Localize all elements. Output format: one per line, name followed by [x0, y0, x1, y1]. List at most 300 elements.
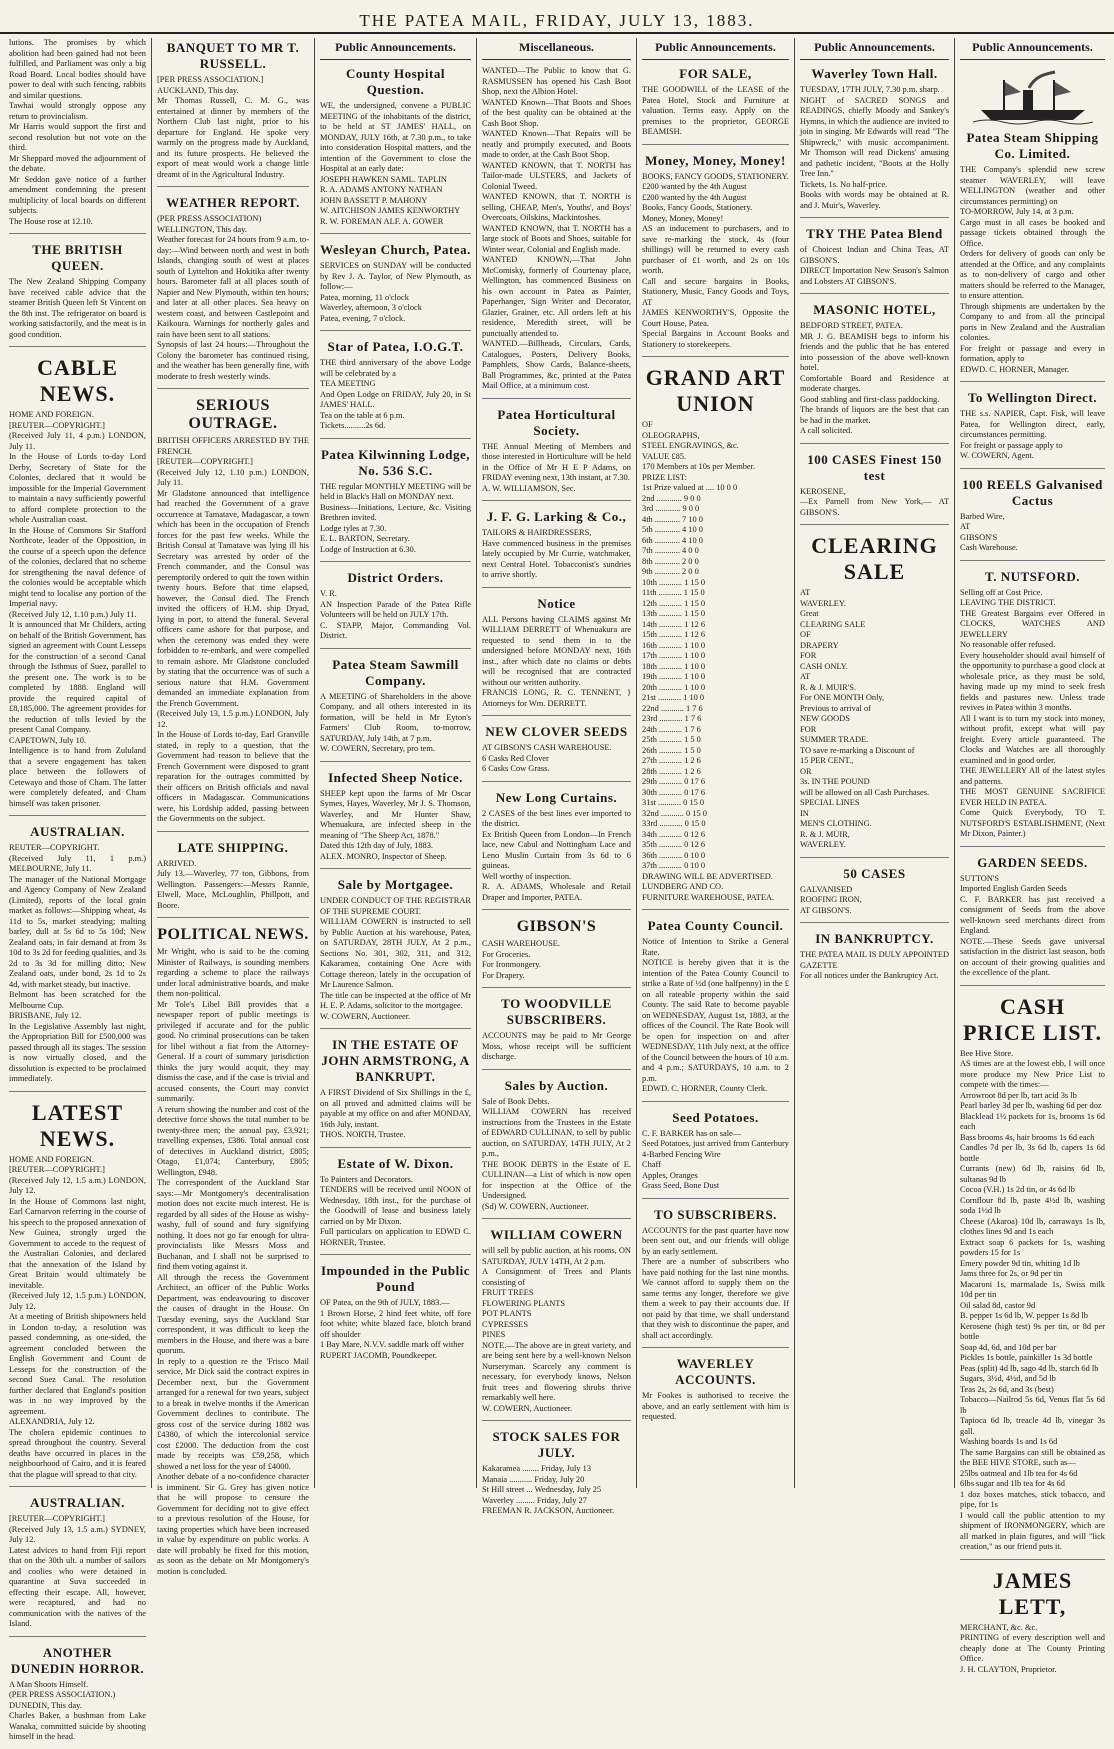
text-line: THE GOODWILL of the LEASE of the Patea Hotel, Stock and Furniture at valuation. Terms easy. Apply on the premises to the proprietor, GEORGE BEAMISH. [642, 85, 789, 136]
article-body [320, 589, 471, 642]
article-body [9, 1514, 146, 1630]
text-line: AS times are at the lowest ebb, I will once more produce my New Price List to compete with the times:— [960, 1059, 1105, 1089]
text-line: 15 PER CENT., [800, 756, 854, 765]
text-line: WE, the undersigned, convene a PUBLIC MEETING of the inhabitants of the district, to be held at ST JAMES' HALL, on MONDAY, JULY 16th, at 7.30 p.m., to take into consideration Hospital matters, and the intention of the Government to close the Hospital at an early date: [320, 101, 471, 173]
text-line: TO-MORROW, July 14, at 3 p.m. [960, 207, 1074, 216]
text-line: 22nd ........... 1 7 6 [642, 703, 703, 713]
text-line: 2 CASES of the best lines ever imported to the district. [482, 808, 631, 828]
article [960, 390, 1105, 469]
article [800, 226, 949, 294]
text-line: 1 Bay Mare, N.V.V. saddle mark off wither [320, 1340, 464, 1349]
text-line: REUTER—COPYRIGHT. [9, 843, 100, 852]
text-line: [PER PRESS ASSOCIATION.] [157, 75, 264, 84]
article [642, 1207, 789, 1349]
article-title: Waverley Town Hall. [811, 66, 938, 81]
article-title: Patea Steam Shipping Co. Limited. [966, 130, 1099, 161]
article-title: MASONIC HOTEL, [813, 302, 936, 317]
text-line: THE JEWELLERY All of the latest styles and patterns. [960, 766, 1105, 786]
article [800, 533, 949, 858]
columns-container [4, 38, 1110, 1741]
text-line: Candles 7d per lb, 3s 6d lb, capers 1s 6d bottle [960, 1143, 1105, 1163]
text-line: SUTTON'S [960, 873, 1000, 883]
text-line: will be allowed on all Cash Purchases. [800, 787, 930, 797]
text-line: Previous to arrival of [800, 703, 871, 713]
article [320, 770, 471, 870]
text-line: In the Legislative Assembly last night, the Appropriation Bill for £500,000 was passed through all its stages. The session is now virtually closed, and the dissolution is expected to be proclaimed immediately. [9, 1021, 146, 1083]
text-line: TUESDAY, 17TH JULY, 7.30 p.m. sharp. [800, 85, 940, 94]
text-line: For Drapery. [482, 970, 525, 980]
text-line: PINES [482, 1330, 506, 1339]
text-line: Mr Fookes is authorised to receive the above, and an early settlement with him is requested. [642, 1391, 789, 1421]
text-line: R. A. ADAMS, Wholesale and Retail Draper and Importer, PATEA. [482, 882, 631, 902]
article-body [320, 1088, 471, 1141]
text-line: Intelligence is to hand from Zululand that a severe engagement has taken place between the followers of Cetewayo and those of Cham. The latter were completely defeated, and Cham himself was taken prisoner. [9, 746, 146, 808]
text-line: 28th ........... 1 2 6 [642, 766, 701, 776]
text-line: Imported English Garden Seeds [960, 884, 1067, 893]
text-line: The manager of the National Mortgage and Agency Company of New Zealand (Limited), reports of the local grain market as follows:—Shipping wheat, 4s 11d to 5s, market steadying; malting barley, dull at 5s 6d to 5s 10d; New Zealand oats, in fair demand at from 3s 10d to 3s 2d for feeding qualities, and 3s 2d to 3s 3d for milling ditto; New Zealand oats, under bond, 2s 1d to 2s 4d, with market steady, but inactive. [9, 874, 146, 989]
text-line: Pickles 1s bottle, painkiller 1s 3d bottle [960, 1353, 1093, 1362]
article [482, 407, 631, 502]
article-title: FOR SALE, [679, 66, 752, 81]
text-line: Tobacco—Nailrod 5s 6d, Venus flat 5s 6d lb [960, 1395, 1105, 1415]
text-line: Extract soap 6 packets for 1s, washing powders 15 for 1s [960, 1237, 1105, 1257]
column-5 [637, 38, 795, 1488]
article-body [482, 743, 631, 775]
text-line: Blacklead 1½ packets for 1s, brooms 1s 6d each [960, 1111, 1105, 1131]
text-line: Grass Seed, Bone Dust [642, 1181, 720, 1190]
text-line: 30th ........... 0 17 6 [642, 787, 706, 797]
article-title: To Wellington Direct. [967, 390, 1098, 405]
text-line: Full particulars on application to EDWD C. HORNER, Trustee. [320, 1227, 471, 1247]
article [157, 397, 309, 832]
text-line: THE s.s. NAPIER, Capt. Fisk, will leave Patea, for Wellington direct, early, circumstances permitting. [960, 409, 1105, 439]
article [642, 66, 789, 145]
text-line: NOTE.—The above are in great variety, and are being sent here by a well-known Nelson Nurseryman. Scarcely any comment is necessary, for everybody knows, Nelson fruit trees and flowering shrubs thrive remarkably well here. [482, 1340, 631, 1402]
text-line: Through shipments are undertaken by the Company to and from all the principal ports in New Zealand and the Australian colonies. [960, 301, 1105, 342]
article-title: NEW CLOVER SEEDS [485, 724, 628, 739]
text-line: £200 wanted by the 4th August [642, 182, 747, 191]
text-line: IN [800, 808, 809, 818]
article [482, 1078, 631, 1220]
text-line: THE BOOK DEBTS in the Estate of E. CULLINAN—a List of which is now open for inspection at the Office of the Undersigned. [482, 1159, 631, 1200]
text-line: Great [800, 609, 819, 618]
text-line: SERVICES on SUNDAY will be conducted by Rev J. A. Taylor, of New Plymouth, as follow:— [320, 261, 471, 291]
text-line: Waverley ......... Friday, July 27 [482, 1495, 587, 1505]
text-line: W. COWERN, Auctioneer. [482, 1403, 573, 1413]
article-title: Estate of W. Dixon. [337, 1155, 454, 1171]
text-line: OF [800, 630, 811, 639]
text-line: CASH WAREHOUSE. [482, 939, 561, 948]
text-line: Emery powder 9d tin, whiting 1d lb [960, 1258, 1080, 1268]
text-line: W. COWERN, Secretary, pro tem. [320, 744, 435, 753]
text-line: R. & J. MUIR'S. [800, 682, 856, 692]
text-line: EDWD. C. HORNER, Manager. [960, 364, 1070, 374]
column-heading: Public Announcements. [800, 38, 949, 60]
text-line: Cargo must in all cases be booked and passage tickets obtained through the Office. [960, 217, 1105, 248]
text-line: 27th ........... 1 2 6 [642, 756, 701, 765]
text-line: W. COWERN, Agent. [960, 451, 1034, 460]
text-line: Books, Fancy Goods, Stationery. [642, 203, 753, 212]
text-line: Macaroni 1s, marmalade 1s, Swiss milk 10d per tin [960, 1279, 1105, 1299]
text-line: Have commenced business in the premises lately occupied by Mr Currie, watchmaker, next Central Hotel. Tobacconist's sundries to arrive shortly. [482, 538, 631, 579]
text-line: KEROSENE, [800, 486, 846, 496]
text-line: Tickets..........2s 6d. [320, 421, 386, 430]
text-line: GIBSON'S [960, 532, 998, 542]
article [960, 1568, 1105, 1682]
article-body [960, 1049, 1105, 1553]
article-title: GRAND ART UNION [645, 365, 786, 416]
article-title: 50 CASES [843, 865, 906, 881]
text-line: RUPERT JACOMB, Poundkeeper. [320, 1350, 438, 1360]
article-title: County Hospital Question. [346, 66, 445, 97]
text-line: R. & J. MUIR, [800, 829, 850, 839]
article [800, 452, 949, 526]
text-line: For freight or passage and every in formation, apply to [960, 343, 1105, 363]
article-body [320, 1298, 471, 1361]
article-body [9, 843, 146, 1085]
text-line: Barbed Wire, [960, 511, 1005, 521]
column-heading: Public Announcements. [320, 38, 471, 60]
text-line: A FIRST Dividend of Six Shillings in the £, on all proved and admitted claims will be payable at my office on and after MONDAY, 16th July, instant. [320, 1088, 471, 1129]
text-line: 170 Members at 10s per Member. [642, 462, 756, 471]
article [642, 365, 789, 910]
article [482, 996, 631, 1070]
text-line: FREEMAN R. JACKSON, Auctioneer. [482, 1506, 615, 1515]
article-title: Patea Horticultural Society. [497, 406, 616, 438]
column-7 [955, 38, 1110, 1674]
article-title: WAVERLEY ACCOUNTS. [675, 1356, 756, 1387]
text-line: Mr Tole's Libel Bill provides that a newspaper report of public meetings is privileged if accurate and for the public good. No criminal prosecutions can be taken for libel without a fiat from the Attorney-General. If a court of summary jurisdiction thinks the jury would acquit, they may dismiss the case, and if the case is trivial and accused consents, the Court may convict summarily. [157, 999, 309, 1103]
text-line: Chaff [642, 1160, 661, 1169]
text-line: Selling off at Cost Price. [960, 587, 1043, 597]
text-line: DRAWING WILL BE ADVERTISED. [642, 871, 773, 881]
text-line: Waverley, afternoon, 3 o'clock [320, 303, 422, 312]
text-line: Mr Sheppard moved the adjournment of the debate. [9, 153, 146, 173]
article-body [960, 874, 1105, 979]
text-line: Bee Hive Store. [960, 1048, 1014, 1058]
text-line: Cornflour 8d lb, paste 4½d lb, washing soda 1½d lb [960, 1195, 1105, 1215]
article-body [320, 101, 471, 227]
text-line: ALL Persons having CLAIMS against Mr WILLIAM DERRETT of Whenuakura are requested to send them in to the undersigned before MONDAY next, 16th inst., after which date no claims or debts will be recognised that are contracted without our written authority. [482, 614, 631, 687]
text-line: WAVERLEY. [800, 840, 846, 849]
text-line: lutions. The promises by which abolition had been gained had not been fulfilled, and Parliament was only a big Road Board. Local bodies should have power to deal with such fencing, rabbits and similar questions. [9, 38, 146, 100]
text-line: 2nd ............ 9 0 0 [642, 493, 701, 503]
text-line: JOHN BASSETT P. MAHONY [320, 195, 428, 205]
text-line: 29th ........... 0 17 6 [642, 777, 706, 786]
text-line: AUCKLAND, This day. [157, 85, 239, 95]
text-line: ARRIVED. [157, 858, 197, 868]
text-line: WANTED Known—That Repairs will be neatly and promptly executed, and Boots made to order, at the Cash Boot Shop. [482, 129, 631, 159]
text-line: (Received July 12, 1.5 p.m.) LONDON, July 12. [9, 1291, 146, 1311]
article-title: Sales by Auction. [504, 1077, 609, 1093]
text-line: Apples, Oranges [642, 1170, 698, 1180]
text-line: —Ex Parnell from New York,— AT GIBSON'S. [800, 497, 949, 517]
article-body [320, 692, 471, 755]
article [157, 840, 309, 919]
text-line: 20th ........... 1 10 0 [642, 682, 706, 692]
text-line: Books with words may be obtained at R. and J. Muir's, Waverley. [800, 190, 949, 210]
text-line: FOR [800, 651, 817, 660]
article-body [9, 277, 146, 340]
article-title: Impounded in the Public Pound [320, 1263, 471, 1294]
article-body [482, 1464, 631, 1517]
article-body [157, 859, 309, 912]
text-line: W. COWERN, Auctioneer. [320, 1011, 411, 1021]
article [960, 130, 1105, 382]
text-line: Tickets, 1s. No half-price. [800, 179, 888, 189]
article [320, 1156, 471, 1256]
text-line: FRUIT TREES [482, 1288, 534, 1297]
article-title: WILLIAM COWERN [490, 1227, 623, 1242]
text-line: Cheese (Akaroa) 10d lb, carraways 1s lb, clothes lines 9d and 1s each [960, 1216, 1105, 1236]
article [482, 509, 631, 588]
article [642, 153, 789, 358]
text-line: THE Greatest Bargains ever Offered in CLOCKS, WATCHES AND JEWELLERY [960, 608, 1105, 639]
text-line: The title can be inspected at the office of Mr H. E. P. Adams, solicitor to the mortgagee. [320, 990, 471, 1010]
text-line: WANTED—The Public to know that G. RASMUSSEN has opened his Cash Boot Shop, next the Albion Hotel. [482, 66, 631, 96]
article [9, 38, 146, 234]
text-line: [REUTER—COPYRIGHT.] [9, 420, 105, 430]
text-line: Weather forecast for 24 hours from 9 a.m. to-day:—Wind between north and west in both Islands, changing south of west at places south of Lyttelton and Hokitika after twenty hours. Barometer fall at all places south of Napier and New Plymouth, within ten hours; and later at all other places. Sea heavy on western coast, and between Castlepoint and Kaikoura. Warnings for northerly gales and rain have been sent to all stations. [157, 235, 309, 339]
article-body [800, 950, 949, 982]
text-line: NIGHT of SACRED SONGS and READINGS, chiefly Moody and Sankey's Hymns, in which the audience are invited to join in singing. Mr Edwards will read "The Shipwreck," with music accompaniment. Mr Thomson will read Dickens' amusing and pathetic incident, "Boots at the Holly Tree Inn." [800, 95, 949, 178]
text-line: Bass brooms 4s, hair brooms 1s 6d each [960, 1132, 1095, 1142]
text-line: STEEL ENGRAVINGS, &c. [642, 441, 739, 450]
text-line: [REUTER—COPYRIGHT.] [157, 457, 253, 466]
column-heading: Public Announcements. [960, 38, 1105, 60]
article-title: BANQUET TO MR T. RUSSELL. [166, 40, 300, 71]
text-line: I would call the public attention to my shipment of IRONMONGERY, which are all marked in plain figures, and will "lick creation," as our friend puts it. [960, 1510, 1105, 1551]
article-body [320, 261, 471, 324]
article-title: Seed Potatoes. [672, 1109, 759, 1125]
text-line: DRAPERY [800, 640, 839, 650]
article [9, 1100, 146, 1488]
text-line: FURNITURE WAREHOUSE, PATEA. [642, 892, 775, 902]
text-line: BRISBANE, July 12. [9, 1011, 82, 1020]
article-body [800, 885, 949, 917]
text-line: Tea on the table at 6 p.m. [320, 410, 405, 420]
article-body [642, 1391, 789, 1423]
text-line: 33rd ........... 0 15 0 [642, 819, 706, 828]
article-title: Patea Steam Sawmill Company. [332, 656, 459, 688]
article [960, 477, 1105, 561]
text-line: For ONE MONTH Only, [800, 693, 885, 702]
text-line: All through the recess the Government Architect, an officer of the Public Works Department, was endeavouring to discover the causes of draught in the House. On Tuesday evening, says the Auckland Star correspondent, it was difficult to keep the members in the House, and there was a bare quorum. [157, 1272, 309, 1355]
text-line: PRINTING of every description well and cheaply done at The County Printing Office. [960, 1633, 1105, 1663]
text-line: EDWD. C. HORNER, County Clerk. [642, 1084, 768, 1093]
article [320, 570, 471, 649]
article-body [800, 487, 949, 519]
article-body [9, 410, 146, 809]
text-line: Arrowroot 8d per lb, tart acid 3s lb [960, 1090, 1077, 1100]
text-line: WANTED KNOWN, that T. NORTH is selling, CHEAP, Men's, Youths', and Boys' Overcoats, Oilskins, Mackintoshes. [482, 192, 631, 222]
text-line: Lodge tyles at 7.30. [320, 523, 387, 533]
steamship-illustration-icon [973, 66, 1093, 126]
masthead [0, 0, 1114, 34]
article-title: CLEARING SALE [811, 533, 938, 584]
article-body [642, 172, 789, 351]
text-line: 32nd ........... 0 15 0 [642, 808, 707, 818]
article-body [642, 85, 789, 138]
article [800, 66, 949, 218]
text-line: Special Bargains in Account Books and Stationery to storekeepers. [642, 329, 789, 349]
text-line: 6lbs sugar and 1lb tea for 4s 6d [960, 1479, 1065, 1488]
text-line: VALUE £85. [642, 451, 687, 461]
article-body [960, 1623, 1105, 1676]
text-line: A call solicited. [800, 426, 853, 435]
text-line: WANTED Known—That Boots and Shoes of the best quality can be obtained at the Cash Boot Shop. [482, 97, 631, 128]
text-line: 1 Brown Horse, 2 hind feet white, off fore foot white; white blazed face, blotch brand off shoulder [320, 1308, 471, 1339]
text-line: Kakaramea ........ Friday, July 13 [482, 1464, 592, 1473]
text-line: CYPRESSES [482, 1319, 529, 1329]
text-line: 25lbs oatmeal and 1lb tea for 4s 6d [960, 1468, 1078, 1478]
text-line: AT [800, 588, 811, 597]
article-title: ANOTHER DUNEDIN HORROR. [10, 1644, 145, 1676]
text-line: In reply to a question re the 'Frisco Mail service, Mr Dick said the contract expires in December next, but the Government arranged for a renewal for two years, subject to a break in twelve months if the American Government declines to contribute. The gross cost of the service during 1882 was £4380, of which the intercolonial service cost £2000. The deduction from the cost made by receipts was £59,258, which showed a net loss for the year of £4000. [157, 1356, 309, 1471]
text-line: 6th ............ 4 10 0 [642, 535, 703, 545]
article-body [800, 245, 949, 287]
article [482, 596, 631, 717]
text-line: UNDER CONDUCT OF THE REGISTRAR OF THE SUPREME COURT. [320, 896, 471, 916]
article-body [960, 409, 1105, 462]
article [960, 994, 1105, 1560]
text-line: GALVANISED [800, 884, 853, 894]
text-line: C. F. BARKER has just received a consignment of Seeds from the above well-known seed merchants direct from England. [960, 894, 1105, 935]
text-line: AT [800, 672, 811, 681]
text-line: WANTED KNOWN, that T. NORTH has a large stock of Boots and Shoes, suitable for Winter wear, Colonial and English made. [482, 223, 631, 254]
text-line: BRITISH OFFICERS ARRESTED BY THE FRENCH. [157, 436, 309, 456]
text-line: Ex British Queen from London—In French lace, new Cabul and Nottingham Lace and Leno Muslin Curtain from 3s 6d to 6 guineas. [482, 829, 631, 870]
article [482, 66, 631, 399]
text-line: Lodge of Instruction at 6.30. [320, 544, 416, 554]
article [482, 1429, 631, 1523]
text-line: (Received July 13, 1.5 p.m.) LONDON, July 12. [157, 709, 309, 729]
article [9, 824, 146, 1092]
text-line: FRANCIS LONG, R. C. TENNENT, } Attorneys for Wm. DERRETT. [482, 688, 631, 708]
text-line: R. W. FOREMAN ALF. A. GOWER [320, 216, 444, 226]
text-line: WILLIAM COWERN is instructed to sell by Public Auction at his warehouse, Patea, on SATURDAY, 28TH JULY, At 2 p.m., Sections No. 301, 302, 311, and 312, Kakaramea, containing One Acre with Cottage thereon, lately in the occupation of Mr Laurence Salmon. [320, 917, 471, 989]
column-1 [4, 38, 152, 1741]
article-title: WEATHER REPORT. [166, 195, 300, 210]
article-title: TO WOODVILLE SUBSCRIBERS. [501, 996, 612, 1027]
text-line: 10th ........... 1 15 0 [642, 577, 706, 587]
text-line: Peas (split) 4d lb, sago 4d lb, starch 6d lb [960, 1363, 1099, 1373]
text-line: PRIZE LIST: [642, 472, 687, 482]
article [800, 931, 949, 988]
text-line: Sugars, 3½d, 4½d, and 5d lb [960, 1374, 1056, 1383]
text-line: There are a number of subscribers who have paid nothing for the last nine months. We cannot afford to supply them on the same terms any longer, therefore we give them a week to pay their accounts due. If not paid by that time, we shall understand that they wish to discontinue the paper, and shall act accordingly. [642, 1257, 789, 1340]
text-line: BOOKS, FANCY GOODS, STATIONERY. [642, 171, 789, 181]
article-title: LATEST NEWS. [31, 1099, 124, 1151]
text-line: The correspondent of the Auckland Star says:—Mr Montgomery's decentralisation motion does not excite much interest. He is regarded by all sides of the House as wishy-washy, full of sound and fury signifying nothing. It does not go far enough for ultra-provincialists like Messrs Moss and Buchanan, and I shall not be surprised to find them voting against it. [157, 1178, 309, 1271]
article-title: IN BANKRUPTCY. [815, 931, 934, 946]
text-line: V. R. [320, 589, 337, 598]
text-line: FLOWERING PLANTS [482, 1298, 566, 1308]
article [9, 1645, 146, 1749]
text-line: AT GIBSON'S. [800, 905, 852, 915]
text-line: 14th ........... 1 12 6 [642, 619, 706, 629]
text-line: A MEETING of Shareholders in the above Company, and all others interested in its formation, will be held in Mr Eyton's Farmers' Club Room, to-morrow, SATURDAY, July 14th, at 7 p.m. [320, 691, 471, 743]
text-line: 13th ........... 1 15 0 [642, 609, 706, 618]
article-title: Infected Sheep Notice. [328, 769, 463, 785]
text-line: To Painters and Decorators. [320, 1174, 413, 1184]
text-line: AT GIBSON'S CASH WAREHOUSE. [482, 743, 612, 752]
article-title: POLITICAL NEWS. [157, 926, 309, 943]
text-line: WANTED KNOWN, that T. NORTH has Tailor-made ULSTERS, and Jackets of Colonial Tweed. [482, 160, 631, 191]
article-body [800, 85, 949, 211]
article-title: 100 REELS Galvanised Cactus [962, 476, 1103, 508]
article-title: TO SUBSCRIBERS. [654, 1206, 777, 1222]
article-title: J. F. G. Larking & Co., [486, 509, 627, 524]
text-line: (Received July 12, 1.10 p.m.) LONDON, July 11. [157, 467, 309, 487]
text-line: Mr Seddon gave notice of a further amendment condemning the present multiplicity of local boards on different subjects. [9, 174, 146, 215]
article-body [960, 165, 1105, 375]
text-line: Mr Harris would support the first and second resolution but not vote on the third. [9, 122, 146, 152]
article-title: T. NUTSFORD. [985, 568, 1080, 584]
text-line: Pearl barley 3d per lb, washing 6d per doz [960, 1101, 1102, 1110]
text-line: OR [800, 766, 812, 776]
article-title: 100 CASES Finest 150 test [807, 451, 942, 483]
text-line: The House rose at 12.10. [9, 216, 93, 226]
text-line: E. L. BARTON, Secretary. [320, 534, 410, 543]
text-line: Mr Thomas Russell, C. M. G., was entertained at dinner by members of the Northern Club last night, prior to his departure for England. He spoke very warmly on the progress made by Auckland, and its future prospects. He believed the export of meat would work a change little dreamt of in the Agricultural Industry. [157, 96, 309, 179]
masthead-title: THE PATEA MAIL, FRIDAY, JULY 13, 1883. [359, 11, 755, 30]
text-line: NEW GOODS [800, 714, 850, 723]
article-title: Notice [537, 595, 576, 611]
article [800, 302, 949, 444]
text-line: Sale of Book Debts. [482, 1096, 550, 1106]
text-line: Mr Wright, who is said to be the coming Minister of Railways, is sounding members regarding a scheme to place the railways under local administrative boards, and make them non-political. [157, 947, 309, 998]
text-line: NOTE.—These Seeds gave universal satisfaction in the district last season, both on account of their growing qualities and the excellence of the plant. [960, 936, 1105, 977]
text-line: 4-Barbed Fencing Wire [642, 1149, 721, 1159]
column-6 [795, 38, 955, 1488]
article-title: Patea Kilwinning Lodge, No. 536 S.C. [320, 446, 471, 478]
text-line: Washing boards 1s and 1s 6d [960, 1437, 1058, 1446]
article [320, 66, 471, 234]
text-line: LUNDBERG AND CO. [642, 882, 724, 891]
text-line: 25th ........... 1 5 0 [642, 735, 701, 744]
article-body [9, 1680, 146, 1743]
text-line: For Ironmongery. [482, 960, 542, 969]
text-line: A Man Shoots Himself. [9, 1679, 89, 1689]
text-line: Patea, evening, 7 o'clock. [320, 313, 406, 323]
article [157, 926, 309, 1583]
text-line: Call and secure bargains in Books, Stationery, Music, Fancy Goods and Toys, AT [642, 276, 789, 307]
text-line: (Received July 11, 4 p.m.) LONDON, July 11. [9, 431, 146, 451]
article-title: GIBSON'S [516, 918, 597, 935]
article [642, 918, 789, 1102]
text-line: 3s. IN THE POUND [800, 777, 870, 786]
text-line: Latest advices to hand from Fiji report that on the 30th ult. a number of sailors and coolies who were detained in quarantine at Suva succeeded in effecting their escape. All, however, were recaptured, and had no communication with the natives of the Island. [9, 1545, 146, 1628]
article-title: SERIOUS OUTRAGE. [188, 397, 278, 432]
text-line: TO save re-marking a Discount of [800, 745, 915, 755]
text-line: In the House of Lords to-day, Earl Granville stated, in reply to a question, that the Government had reason to believe that the French Government were disposed to grant reparation for the outrages committed by their officers on British officials and naval officers in Madagascar. Communications were, his Lordship added, passing between the Governments on the subject. [157, 730, 309, 823]
text-line: The cholera epidemic continues to spread throughout the country. Several deaths have occurred in places in the neighbourhood of Cairo, and it is feared that the plague will spread to that city. [9, 1427, 146, 1479]
column-3 [315, 38, 477, 1488]
text-line: THE Annual Meeting of Members and those interested in Horticulture will be held in the Office of Mr H E P Adams, on FRIDAY evening next, 13th instant, at 7.30. [482, 441, 631, 482]
text-line: In the House of Lords to-day Lord Derby, Secretary of State for the Colonies, declared that it would be impossible for the Imperial Government to maintain a navy sufficiently powerful to afford complete protection to the whole Australian coast. [9, 452, 146, 524]
article-title: Sale by Mortgagee. [337, 877, 454, 892]
text-line: MEN'S CLOTHING. [800, 819, 872, 828]
article [482, 1227, 631, 1421]
text-line: St Hill street ... Wednesday, July 25 [482, 1485, 602, 1494]
text-line: JOSEPH HAWKEN SAML. TAPLIN [320, 174, 447, 184]
text-line: WANTED KNOWN,—That John McComisky, formerly of Courtenay place, Wellington, has commenced Business on his own account in Patea as Painter, Paperhanger, Sign Writer and Decorator, Glazier, Grainer, etc. All orders left at his residence, Meredith street, will be punctually attended to. [482, 255, 631, 338]
article-body [482, 1031, 631, 1063]
text-line: DUNEDIN, This day. [9, 1700, 82, 1710]
text-line: TEA MEETING [320, 379, 376, 388]
article-body [642, 1129, 789, 1192]
